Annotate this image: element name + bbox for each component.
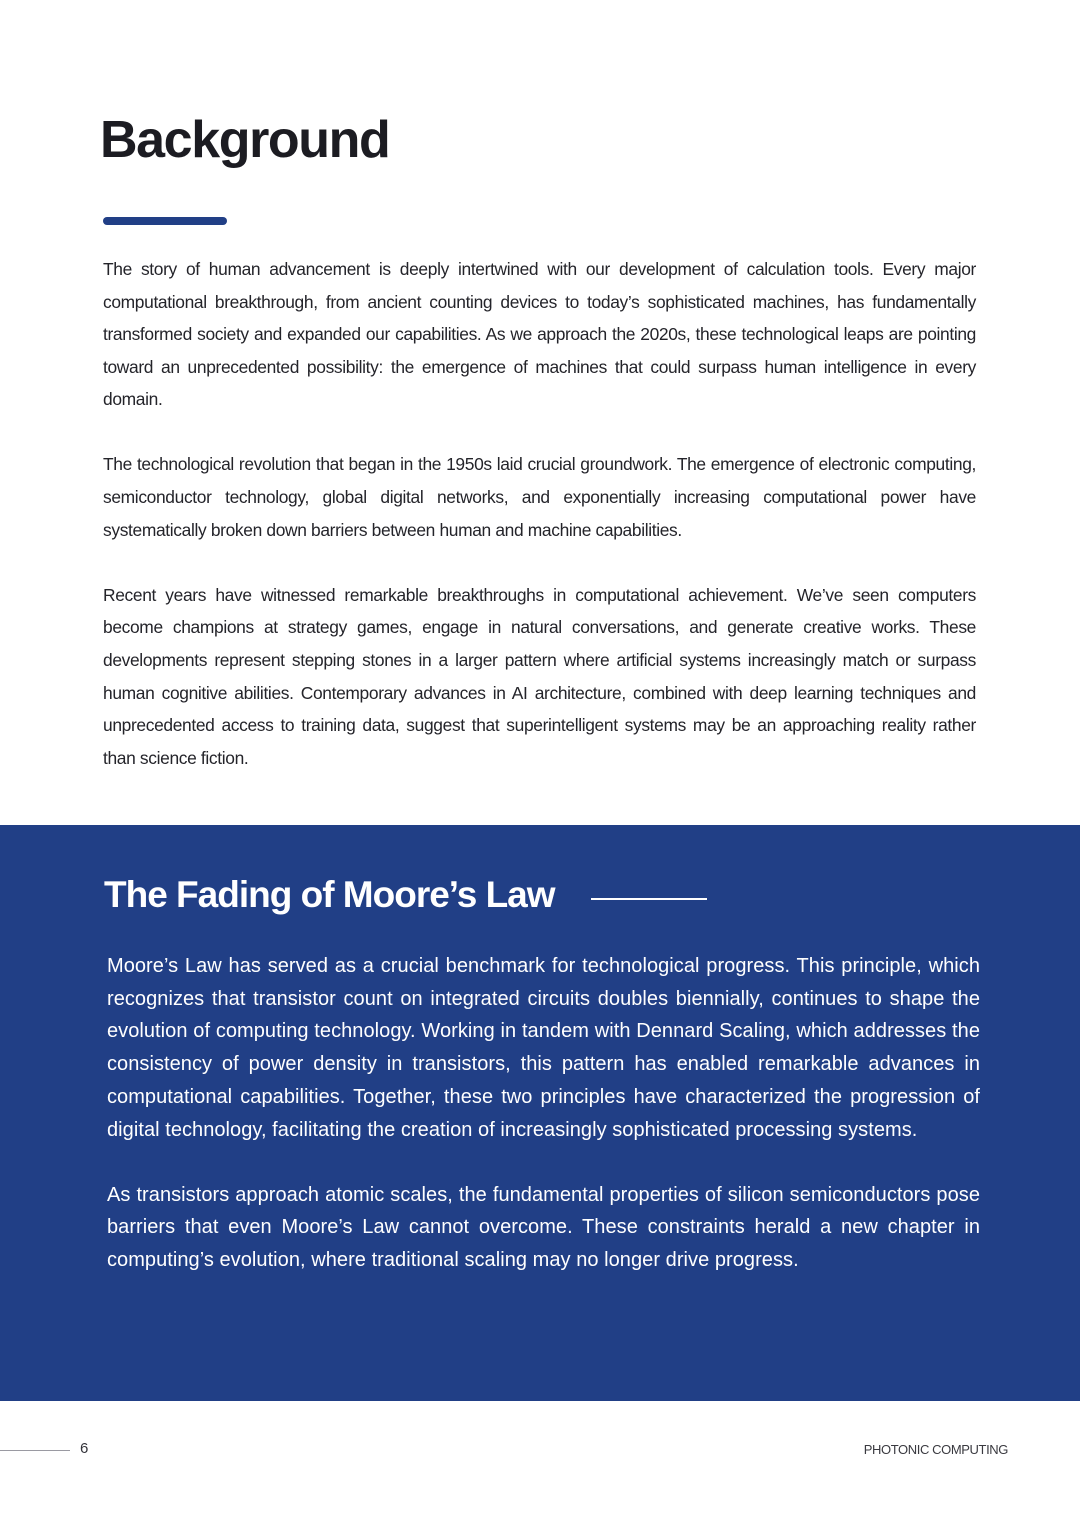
moores-law-section (0, 825, 1080, 1401)
footer-label: PHOTONIC COMPUTING (863, 1442, 1008, 1457)
footer-rule (0, 1450, 70, 1451)
page-title: Background (100, 111, 390, 169)
background-paragraph-3: Recent years have witnessed remarkable breakthroughs in computational achievement. We’ve seen computers become champions at strategy games, engage in natural conversations, and generate creative works. These developments represent stepping stones in a larger pattern where artificial systems increasingly match or surpass human cognitive abilities. Contemporary advances in AI architecture, combined with deep learning techniques and unprecedented access to training data, suggest that superintelligent systems may be an approaching reality rather than science fiction. (103, 584, 976, 768)
background-body (103, 253, 976, 807)
moores-law-paragraph-1: Moore’s Law has served as a crucial benchmark for technological progress. This principle, which recognizes that transistor count on integrated circuits doubles biennially, continues to shape the evolution of computing technology. Working in tandem with Dennard Scaling, which addresses the consistency of power density in transistors, this pattern has enabled remarkable advances in computational capabilities. Together, these two principles have characterized the progression of digital technology, facilitating the creation of increasingly sophisticated processing systems. (107, 955, 980, 1141)
section-heading-row (104, 873, 707, 917)
moores-law-body (107, 950, 980, 1309)
moores-law-paragraph-2: As transistors approach atomic scales, the fundamental properties of silicon semiconductors pose barriers that even Moore’s Law cannot overcome. These constraints herald a new chapter in computing’s evolution, where traditional scaling may no longer drive progress. (107, 1183, 980, 1272)
background-paragraph-2: The technological revolution that began in the 1950s laid crucial groundwork. The emergence of electronic computing, semiconductor technology, global digital networks, and exponentially increasing computational power have systematically broken down barriers between human and machine capabilities. (103, 454, 976, 540)
page-number: 6 (80, 1440, 89, 1457)
background-paragraph-1: The story of human advancement is deeply intertwined with our development of calculation tools. Every major computational breakthrough, from ancient counting devices to today’s sophisticated machines, has fundamentally transformed society and expanded our capabilities. As we approach the 2020s, these technological leaps are pointing toward an unprecedented possibility: the emergence of machines that could surpass human intelligence in every domain. (103, 259, 976, 410)
title-underline (103, 217, 227, 225)
heading-rule (591, 898, 707, 900)
section-heading: The Fading of Moore’s Law (104, 874, 555, 915)
